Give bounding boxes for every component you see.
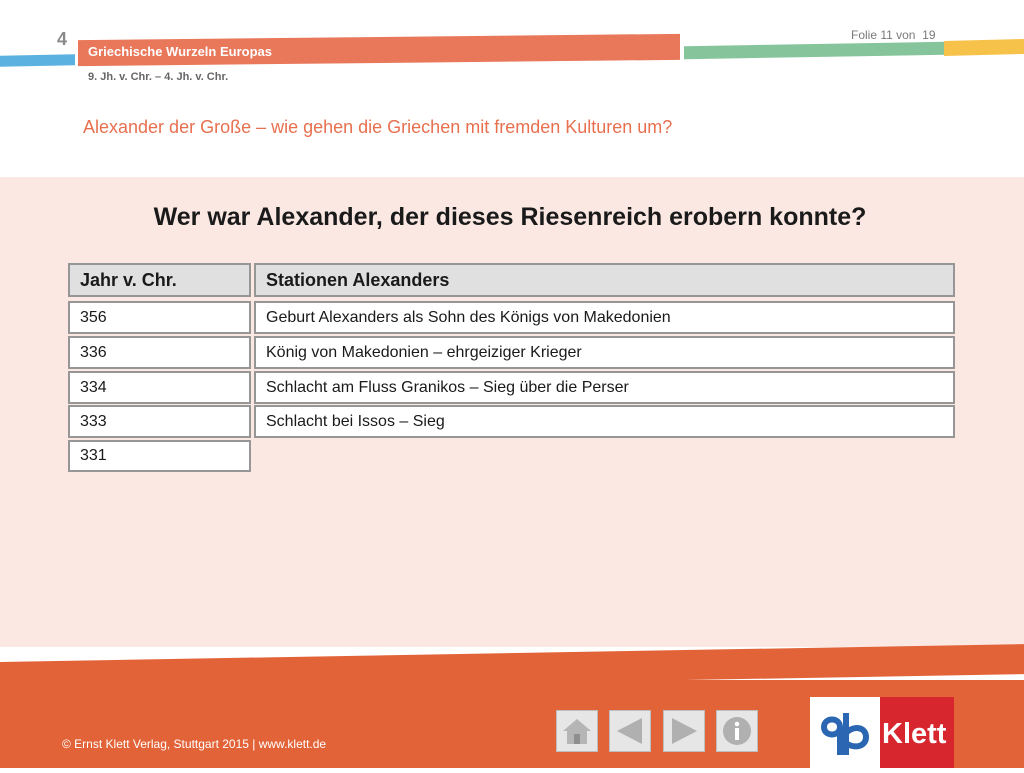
table-cell-station: Schlacht bei Issos – Sieg [254,405,955,438]
next-icon [668,715,700,747]
decorative-stripe-yellow [944,39,1024,56]
home-button[interactable] [556,710,598,752]
table-cell-year: 356 [68,301,251,334]
info-icon [721,715,753,747]
table-header-stations: Stationen Alexanders [254,263,955,297]
klett-logo-text: Klett [882,718,947,750]
table-cell-year: 336 [68,336,251,369]
slide-question: Wer war Alexander, der dieses Riesenreich erobern konnte? [153,203,867,231]
next-slide-button[interactable] [663,710,705,752]
topic-title: Alexander der Große – wie gehen die Griechen mit fremden Kulturen um? [83,117,673,137]
previous-icon [614,715,646,747]
previous-slide-button[interactable] [609,710,651,752]
table-cell-year: 333 [68,405,251,438]
home-icon [561,716,593,746]
klett-emblem-icon [810,697,880,768]
chapter-title: Griechische Wurzeln Europas [88,44,272,59]
table-cell-station: Geburt Alexanders als Sohn des Königs von Makedonien [254,301,955,334]
table-cell-station: König von Makedonien – ehrgeiziger Krieger [254,336,955,369]
chapter-number: 4 [57,29,68,49]
table-cell-year: 334 [68,371,251,404]
decorative-stripe-blue [0,54,75,67]
table-header-year: Jahr v. Chr. [68,263,251,297]
copyright-notice: © Ernst Klett Verlag, Stuttgart 2015 | www.klett.de [62,737,327,751]
table-cell-year: 331 [68,440,251,472]
slide-counter: Folie 11 von 19 [851,28,936,42]
period-subtitle: 9. Jh. v. Chr. – 4. Jh. v. Chr. [88,71,229,83]
table-cell-station: Schlacht am Fluss Granikos – Sieg über die Perser [254,371,955,404]
info-button[interactable] [716,710,758,752]
decorative-stripe-green [684,42,946,60]
